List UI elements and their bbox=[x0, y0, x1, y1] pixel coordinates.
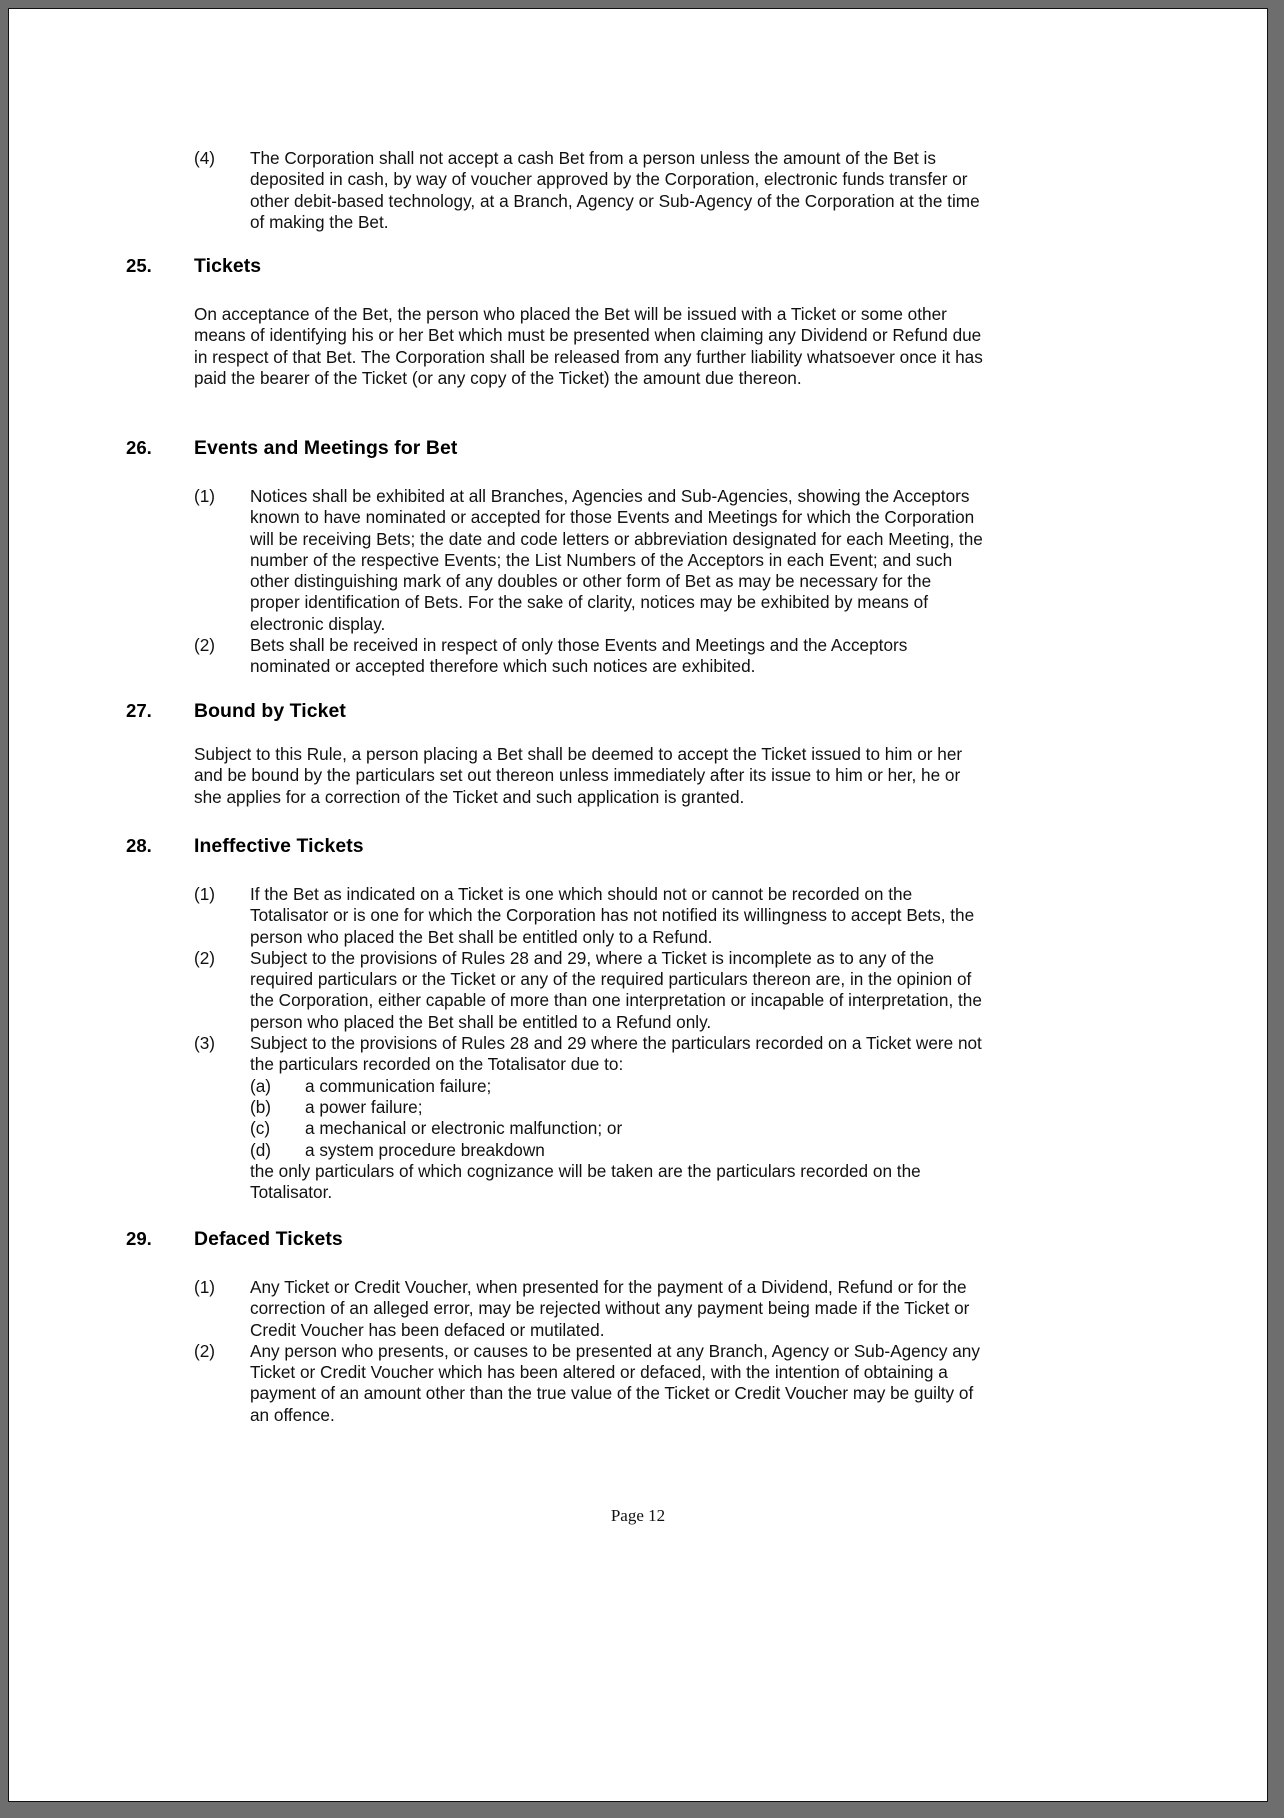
rule-25-heading bbox=[126, 254, 976, 278]
rule-number: 25. bbox=[126, 255, 152, 276]
rule-title: Bound by Ticket bbox=[194, 700, 346, 722]
item-label: (1) bbox=[194, 884, 216, 904]
item-label: (1) bbox=[194, 486, 216, 506]
item-label: (2) bbox=[194, 635, 216, 656]
list-item bbox=[194, 1277, 984, 1341]
sub-item-label: (d) bbox=[250, 1139, 272, 1160]
item-text: If the Bet as indicated on a Ticket is one which should not or cannot be recorded on the Totalisator or is one for which the Corporation has not notified its willingness to accept Bets, the person who placed the Bet shall be entitled only to a Refund. bbox=[250, 884, 975, 947]
page-content bbox=[9, 9, 1267, 1801]
list-item bbox=[194, 486, 984, 635]
rule-title: Defaced Tickets bbox=[194, 1228, 343, 1250]
rule-number: 26. bbox=[126, 437, 152, 458]
sub-item-label: (a) bbox=[250, 1075, 272, 1096]
item-text: Subject to the provisions of Rules 28 and 29 where the particulars recorded on a Ticket were not the particulars recorded on the Totalisator due to: bbox=[250, 1033, 982, 1075]
item-label: (2) bbox=[194, 1340, 216, 1361]
sub-item-text: a system procedure breakdown bbox=[305, 1139, 545, 1160]
rule-number: 27. bbox=[126, 700, 152, 721]
rule-28-heading bbox=[126, 834, 976, 858]
item-text: Notices shall be exhibited at all Branches, Agencies and Sub-Agencies, showing the Acceptors known to have nominated or accepted for those Events and Meetings for which the Corporation will be receiving Bets; the date and code letters or abbreviation designated for each Meeting, the number of the respective Events; the List Numbers of the Acceptors in each Event; and such other distinguishing mark of any doubles or other form of Bet as may be necessary for the proper identification of Bets. For the sake of clarity, notices may be exhibited by means of electronic display. bbox=[250, 486, 983, 634]
rule-title: Events and Meetings for Bet bbox=[194, 437, 458, 459]
rule-title: Ineffective Tickets bbox=[194, 835, 364, 857]
item-label: (3) bbox=[194, 1033, 216, 1054]
item-text: Subject to the provisions of Rules 28 and 29, where a Ticket is incomplete as to any of the required particulars or the Ticket or any of the required particulars thereon are, in the opinion of the Corporation, either capable of more than one interpretation or incapable of interpretation, the person who placed the Bet shall be entitled to a Refund only. bbox=[250, 947, 982, 1032]
rule-29-body bbox=[194, 1277, 984, 1426]
list-item bbox=[194, 148, 989, 233]
sub-list-item bbox=[250, 1118, 984, 1139]
rule-25-body: On acceptance of the Bet, the person who placed the Bet will be issued with a Ticket or some other means of identifying his or her Bet which must be presented when claiming any Dividend or Refund due in respect of that Bet. The Corporation shall be released from any further liability whatsoever once it has paid the bearer of the Ticket (or any copy of the Ticket) the amount due thereon. bbox=[194, 304, 983, 388]
list-item bbox=[194, 884, 984, 948]
rule-26-body bbox=[194, 486, 984, 678]
item-text-group bbox=[250, 1033, 984, 1203]
item-label: (1) bbox=[194, 1277, 216, 1297]
rule-24-item-4 bbox=[194, 148, 989, 233]
rule-number: 28. bbox=[126, 835, 152, 856]
document-page bbox=[8, 8, 1268, 1802]
item-label: (4) bbox=[194, 148, 216, 168]
rule-title: Tickets bbox=[194, 255, 262, 277]
item-label: (2) bbox=[194, 947, 216, 968]
sub-item-text: a communication failure; bbox=[305, 1075, 492, 1096]
item-text: Any Ticket or Credit Voucher, when presented for the payment of a Dividend, Refund or for the correction of an alleged error, may be rejected without any payment being made if the Ticket or Credit Voucher has been defaced or mutilated. bbox=[250, 1277, 970, 1340]
sub-item-label: (b) bbox=[250, 1096, 272, 1117]
rule-28-body bbox=[194, 884, 984, 1203]
rule-26-heading bbox=[126, 436, 976, 460]
item-text: Bets shall be received in respect of only those Events and Meetings and the Acceptors nominated or accepted therefore which such notices are exhibited. bbox=[250, 635, 908, 677]
rule-29-heading bbox=[126, 1227, 976, 1251]
sub-list-item bbox=[250, 1076, 984, 1097]
item-text: Any person who presents, or causes to be presented at any Branch, Agency or Sub-Agency any Ticket or Credit Voucher which has been altered or defaced, with the intention of obtaining a payment of an amount other than the true value of the Ticket or Credit Voucher may be guilty of an offence. bbox=[250, 1340, 980, 1425]
sub-list-item bbox=[250, 1097, 984, 1118]
list-item bbox=[194, 1341, 984, 1426]
page-footer: Page 12 bbox=[610, 1506, 666, 1525]
rule-number: 29. bbox=[126, 1228, 152, 1249]
sub-item-label: (c) bbox=[250, 1118, 271, 1139]
item-tail-text: the only particulars of which cognizance will be taken are the particulars recorded on the Totalisator. bbox=[250, 1160, 921, 1203]
list-item bbox=[194, 635, 984, 678]
sub-item-text: a mechanical or electronic malfunction; or bbox=[305, 1118, 623, 1139]
rule-27-heading bbox=[126, 699, 976, 723]
list-item bbox=[194, 948, 984, 1033]
sub-item-text: a power failure; bbox=[305, 1096, 423, 1117]
sub-list-item bbox=[250, 1140, 984, 1161]
list-item bbox=[194, 1033, 984, 1203]
item-text: The Corporation shall not accept a cash Bet from a person unless the amount of the Bet is deposited in cash, by way of voucher approved by the Corporation, electronic funds transfer or other debit-based technology, at a Branch, Agency or Sub-Agency of the Corporation at the time of making the Bet. bbox=[250, 148, 980, 232]
rule-27-body: Subject to this Rule, a person placing a Bet shall be deemed to accept the Ticket issued to him or her and be bound by the particulars set out thereon unless immediately after its issue to him or her, he or she applies for a correction of the Ticket and such application is granted. bbox=[194, 744, 963, 807]
